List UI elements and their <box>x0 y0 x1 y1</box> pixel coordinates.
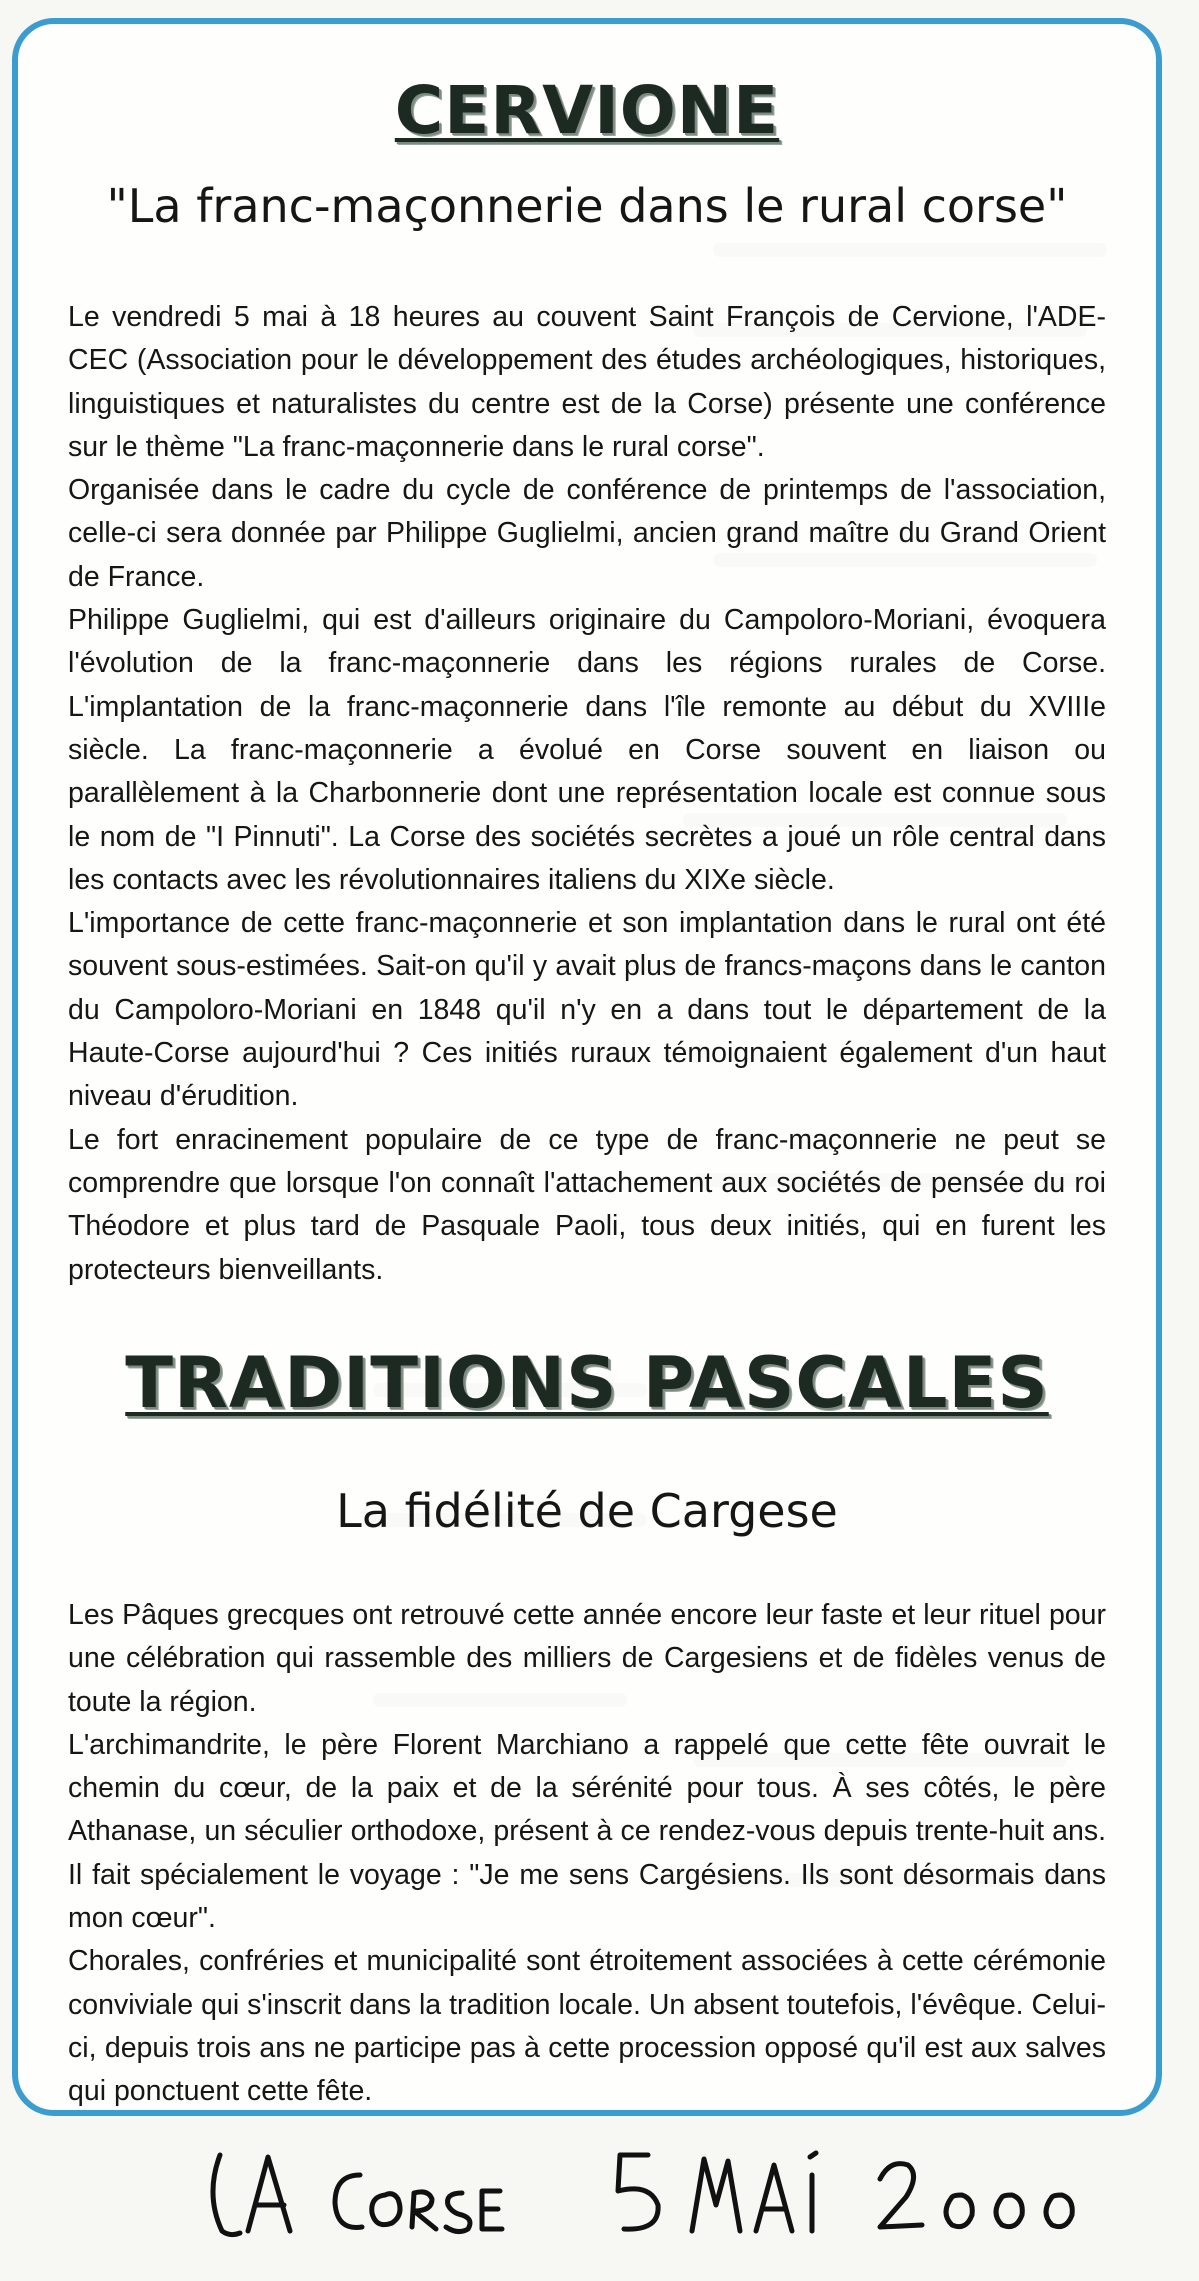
paragraph: Organisée dans le cadre du cycle de conférence de printemps de l'association, celle-ci sera donnée par Philippe Guglielmi, ancien grand maître du Grand Orient de France. <box>68 474 1106 593</box>
paragraph: L'archimandrite, le père Florent Marchiano a rappelé que cette fête ouvrait le chemin du cœur, de la paix et de la sérénité pour tous. À ses côtés, le père Athanase, un séculier orthodoxe, présent à ce rendez-vous depuis trente-huit ans. Il fait spécialement le voyage : "Je me sens Cargésiens. Ils sont désormais dans mon cœur". <box>68 1728 1106 1935</box>
subtitle-franc-maconnerie: "La franc-maçonnerie dans le rural corse" <box>106 179 1068 233</box>
article-cervione-body <box>68 296 1106 1292</box>
paragraph: Philippe Guglielmi, qui est d'ailleurs originaire du Campoloro-Moriani, évoquera l'évolution de la franc-maçonnerie dans les régions rurales de Corse. L'implantation de la franc-maçonnerie dans l'île remonte au début du XVIIIe siècle. La franc-maçonnerie a évolué en Corse souvent en liaison ou parallèlement à la Charbonnerie dont une représentation locale est connue sous le nom de "I Pinnuti". La Corse des sociétés secrètes a joué un rôle central dans les contacts avec les révolutionnaires italiens du XIXe siècle. <box>68 604 1106 896</box>
paragraph: Le fort enracinement populaire de ce type de franc-maçonnerie ne peut se comprendre que lorsque l'on connaît l'attachement aux sociétés de pensée du roi Théodore et plus tard de Pasquale Paoli, tous deux initiés, qui en furent les protecteurs bienveillants. <box>68 1123 1106 1286</box>
headline-cervione: CERVIONE <box>394 72 780 149</box>
headline-traditions-pascales: TRADITIONS PASCALES <box>125 1342 1049 1424</box>
article-clipping-frame <box>12 18 1162 2116</box>
paragraph: Le vendredi 5 mai à 18 heures au couvent Saint François de Cervione, l'ADE-CEC (Association pour le développement des études archéologiques, historiques, linguistiques et naturalistes du centre est de la Corse) présente une conférence sur le thème "La franc-maçonnerie dans le rural corse". <box>68 301 1106 463</box>
article-traditions-body <box>68 1594 1106 2114</box>
subtitle-fidelite-cargese: La fidélité de Cargese <box>336 1484 838 1538</box>
paragraph: L'importance de cette franc-maçonnerie et son implantation dans le rural ont été souvent sous-estimées. Sait-on qu'il y avait plus de francs-maçons dans le canton du Campoloro-Moriani en 1848 qu'il n'y en a dans tout le département de la Haute-Corse aujourd'hui ? Ces initiés ruraux témoignaient également d'un haut niveau d'érudition. <box>68 907 1106 1113</box>
paragraph: Les Pâques grecques ont retrouvé cette année encore leur faste et leur rituel pour une célébration qui rassemble des milliers de Cargesiens et de fidèles venus de toute la région. <box>68 1599 1106 1718</box>
paragraph: Chorales, confréries et municipalité sont étroitement associées à cette cérémonie conviviale qui s'inscrit dans la tradition locale. Un absent toutefois, l'évêque. Celui-ci, depuis trois ans ne participe pas à cette procession opposé qu'il est aux salves qui ponctuent cette fête. <box>68 1945 1106 2108</box>
handwritten-date-note <box>200 2135 1120 2245</box>
